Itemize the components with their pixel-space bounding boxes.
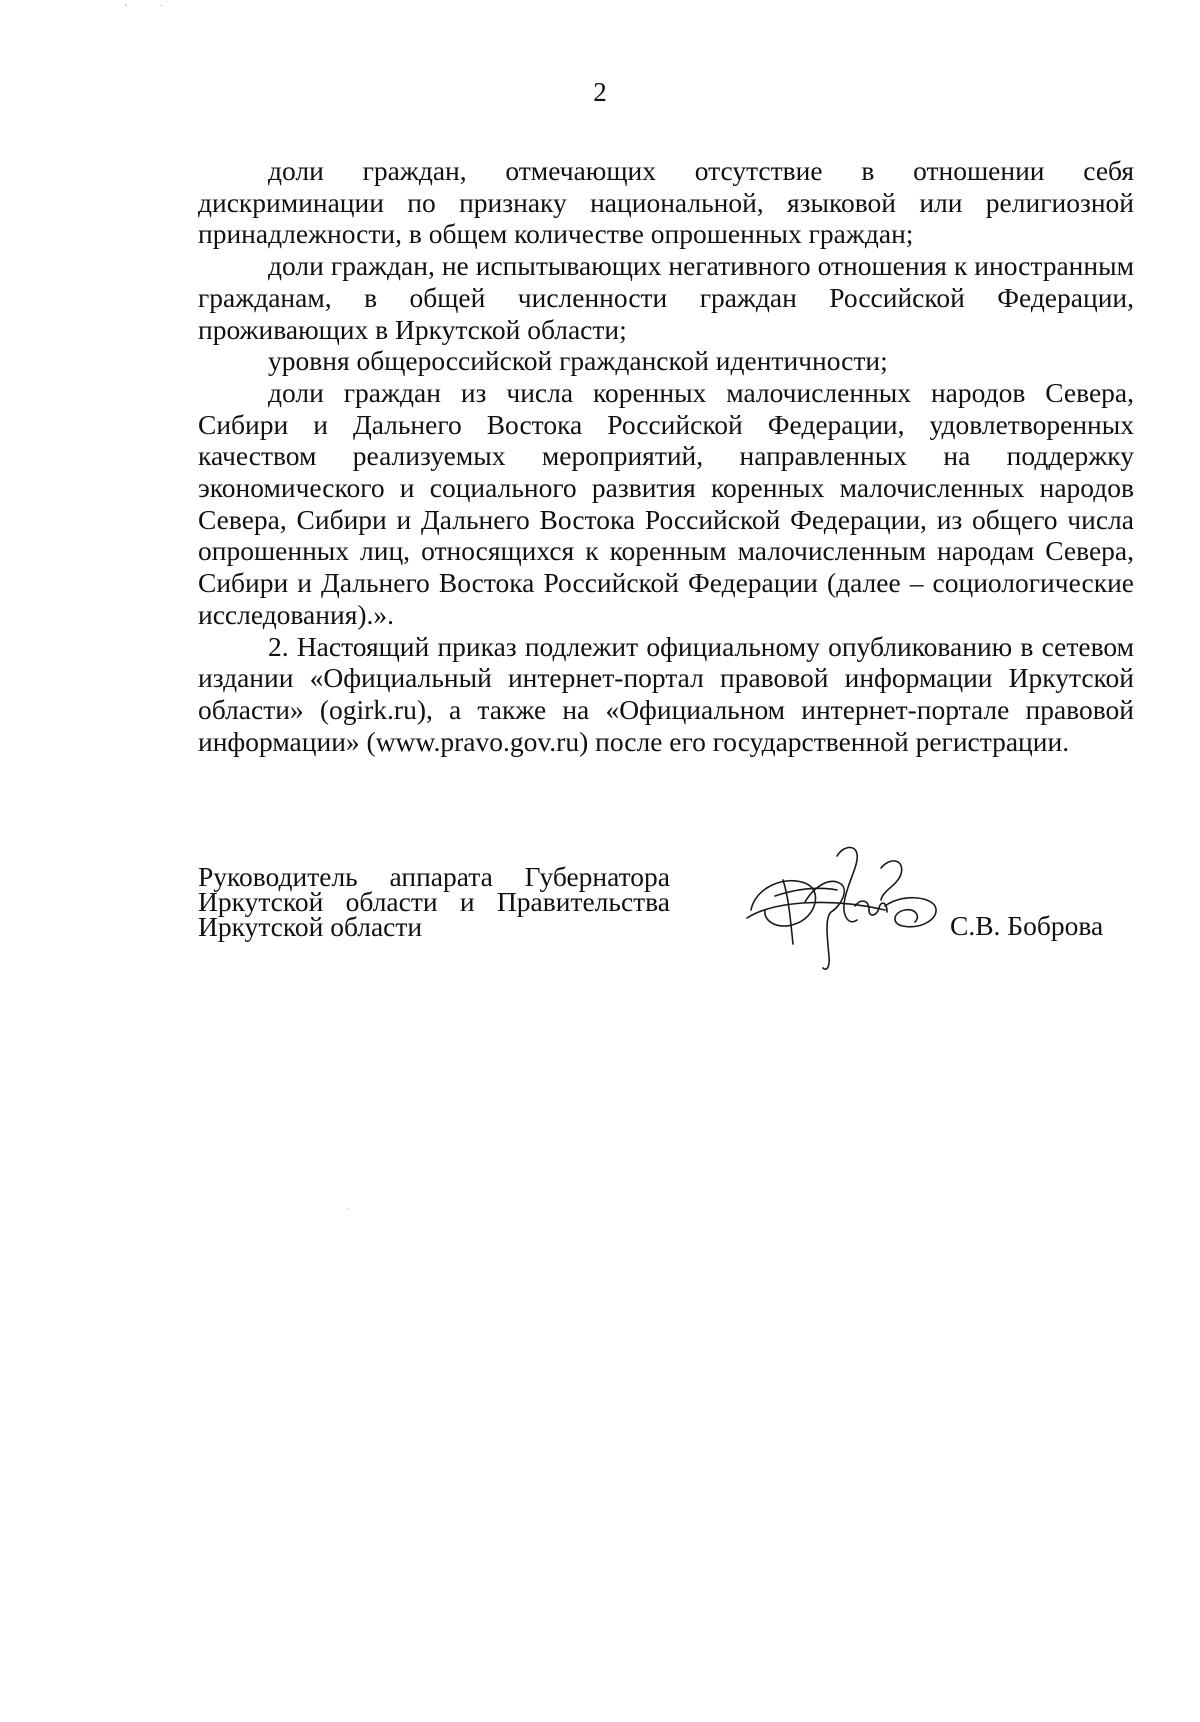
- position-line: Иркутской области: [198, 911, 423, 942]
- paragraph-indigenous-peoples: доли граждан из числа коренных малочисленных народов Севера, Сибири и Дальнего Востока Российской Федерации, удовлетворенных качеством реализуемых мероприятий, направленных на поддержку экономического и социального развития коренных малочисленных народов Севера, Сибири и Дальнего Востока Российской Федерации, из общего числа опрошенных лиц, относящихся к коренным малочисленным народам Севера, Сибири и Дальнего Востока Российской Федерации (далее – социологические исследования).».: [198, 376, 1134, 630]
- paragraph-discrimination: доли граждан, отмечающих отсутствие в отношении себя дискриминации по признаку национальной, языковой или религиозной принадлежности, в общем количестве опрошенных граждан;: [198, 155, 1134, 250]
- signatory-position: [198, 861, 670, 942]
- scan-artifact: [160, 5, 162, 6]
- handwritten-signature: [745, 840, 945, 975]
- paragraph-publication: 2. Настоящий приказ подлежит официальному опубликованию в сетевом издании «Официальный интернет-портал правовой информации Иркутской области» (ogirk.ru), а также на «Официальном интернет-портале правовой информации» (www.pravo.gov.ru) после его государственной регистрации.: [198, 630, 1134, 757]
- scan-artifact: [348, 1208, 349, 1210]
- paragraph-identity: уровня общероссийской гражданской идентичности;: [268, 345, 888, 377]
- position-line: Иркутской области и Правительства: [198, 886, 670, 917]
- scan-artifact: [125, 4, 127, 6]
- page-number: 2: [593, 77, 607, 107]
- position-line: Руководитель аппарата Губернатора: [198, 861, 670, 892]
- signer-name: С.В. Боброва: [950, 910, 1104, 941]
- paragraph-foreigners: доли граждан, не испытывающих негативного отношения к иностранным гражданам, в общей численности граждан Российской Федерации, проживающих в Иркутской области;: [198, 250, 1134, 345]
- document-body: [198, 155, 1134, 757]
